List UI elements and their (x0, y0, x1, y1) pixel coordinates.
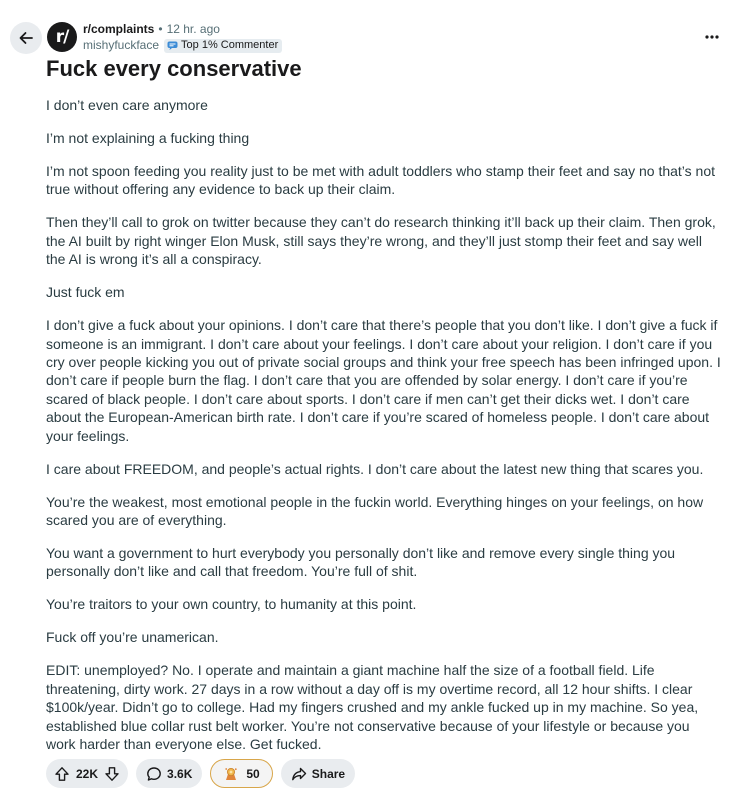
post-paragraph: EDIT: unemployed? No. I operate and maintain a giant machine half the size of a football field. Life threatening, dirty work. 27 days in a row without a day off is my overtime record, all 12 hour shifts. I clear $100k/year. Didn’t go to college. Had my fingers crushed and my ankle fucked up in my machine. So yea, established blue collar rust belt worker. You’re not conservative because of your lifestyle or because you work harder than everyone else. Get fucked. (46, 662, 699, 753)
share-arrow-icon (291, 766, 307, 782)
post-paragraph: You want a government to hurt everybody you personally don’t like and remove every single thing you personally don’t like and call that freedom. You’re full of shit. (46, 545, 676, 580)
comments-button[interactable] (136, 759, 202, 788)
share-button[interactable] (281, 759, 355, 788)
commenter-badge-icon (167, 41, 178, 50)
flair-label: Top 1% Commenter (181, 39, 279, 51)
post-meta (83, 22, 282, 53)
vote-count: 22K (76, 766, 99, 781)
post-paragraph: Then they’ll call to grok on twitter because they can’t do research thinking it’ll back up their claim. Then grok, the AI built by right winger Elon Musk, still says they’re wrong, and they’ll just stomp their feet and say well the AI is wrong it’s all a conspiracy. (46, 214, 716, 268)
upvote-button[interactable] (54, 766, 70, 782)
back-button[interactable] (10, 22, 42, 54)
downvote-arrow-icon (104, 766, 120, 782)
award-medal-icon (223, 766, 239, 782)
avatar-glyph: r/ (55, 27, 69, 47)
upvote-arrow-icon (54, 766, 70, 782)
post-body (46, 96, 722, 768)
post-paragraph: You’re the weakest, most emotional people in the fuckin world. Everything hinges on your feelings, on how scared you are of everything. (46, 493, 704, 529)
subreddit-link[interactable]: r/complaints (83, 22, 155, 36)
ellipsis-icon (705, 35, 719, 39)
comment-bubble-icon (146, 766, 162, 782)
user-flair (164, 39, 282, 53)
post-paragraph: Fuck off you’re unamerican. (46, 629, 219, 646)
post-paragraph: I’m not explaining a fucking thing (46, 130, 250, 146)
comment-count: 3.6K (167, 766, 193, 781)
author-link[interactable]: mishyfuckface (83, 38, 160, 52)
post-paragraph: I care about FREEDOM, and people’s actual rights. I don’t care about the latest new thing that scares you. (46, 460, 704, 477)
arrow-left-icon (18, 30, 34, 46)
post-paragraph: I’m not spoon feeding you reality just to be met with adult toddlers who stamp their feet and say no that’s not true without offering any evidence to back up their claim. (46, 163, 716, 198)
post-paragraph: I don’t give a fuck about your opinions. I don’t care that there’s people that you don’t like. I don’t give a fuck if someone is an immigrant. I don’t care about your feelings. I don’t care about your religion. I don’t care if you cry over people kicking you out of private social groups and think your free speech has been infringed upon. I don’t care if people burn the flag. I don’t care that you are offended by solar energy. I don’t care if you’re scared of black people. I don’t care about sports. I don’t care if men can’t get their dicks wet. I don’t care about the European-American birth rate. I don’t care if you’re scared of homeless people. I don’t care about your feelings. (46, 317, 721, 444)
more-options-button[interactable] (700, 30, 724, 44)
post-paragraph: I don’t even care anymore (46, 97, 208, 113)
post-action-bar (46, 759, 355, 788)
post-paragraph: You’re traitors to your own country, to humanity at this point. (46, 596, 417, 613)
post-title: Fuck every conservative (46, 56, 302, 81)
award-count: 50 (246, 766, 260, 781)
post-paragraph: Just fuck em (46, 284, 125, 301)
award-button[interactable] (210, 759, 272, 788)
share-label: Share (311, 766, 346, 781)
subreddit-avatar[interactable] (47, 22, 77, 52)
meta-separator: • (158, 22, 163, 36)
downvote-button[interactable] (104, 766, 120, 782)
vote-control (46, 759, 128, 788)
post-time: 12 hr. ago (166, 22, 220, 36)
